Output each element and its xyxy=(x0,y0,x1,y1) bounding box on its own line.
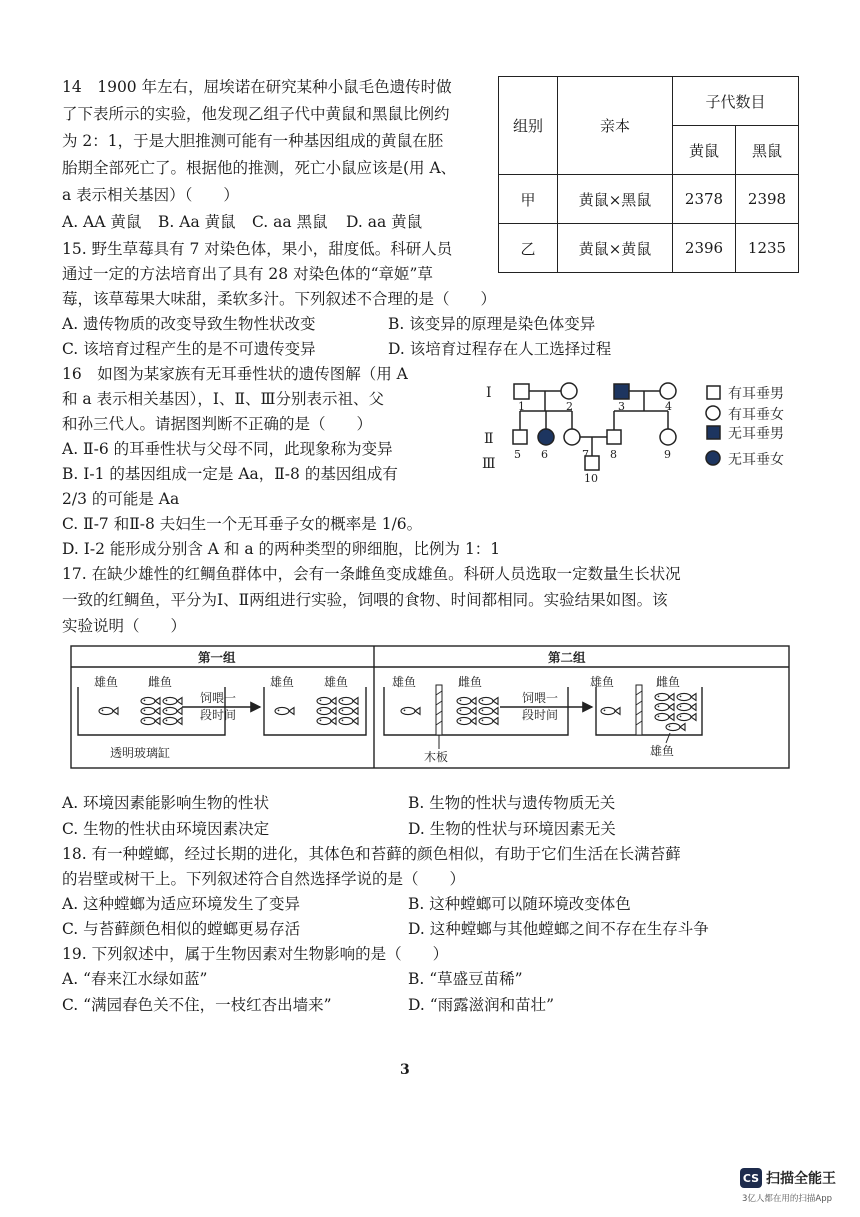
table-cell-group: 乙 xyxy=(499,224,558,273)
figure-label-female: 雌鱼 xyxy=(656,675,681,689)
legend-label: 无耳垂男 xyxy=(728,426,784,442)
legend-label: 有耳垂男 xyxy=(728,386,784,402)
q15-option-d: D. 该培育过程存在人工选择过程 xyxy=(388,340,612,358)
pedigree-individual-7 xyxy=(564,429,580,445)
fish-icon xyxy=(163,697,182,704)
figure-feed-label: 饲喂一 xyxy=(522,691,559,705)
q15-line: 莓，该草莓果大味甜，柔软多汁。下列叙述不合理的是（ ） xyxy=(62,290,497,308)
q15-option-b: B. 该变异的原理是染色体变异 xyxy=(388,315,596,333)
individual-number: 8 xyxy=(610,448,617,461)
fish-icon xyxy=(163,707,182,714)
pedigree-individual-6 xyxy=(538,429,554,445)
figure-board-label: 木板 xyxy=(424,750,449,764)
fish-icon xyxy=(401,707,420,714)
q18-line: 18. 有一种螳螂，经过长期的进化，其体色和苔藓的颜色相似，有助于它们生活在长满苔藓 xyxy=(62,845,681,863)
q19-line: 19. 下列叙述中，属于生物因素对生物影响的是（ ） xyxy=(62,945,449,963)
legend-label: 有耳垂女 xyxy=(728,407,784,423)
fish-icon xyxy=(457,707,476,714)
scanner-tagline: 3亿人都在用的扫描App xyxy=(742,1194,833,1204)
fish-icon xyxy=(655,713,674,720)
fish-icon xyxy=(339,707,358,714)
table-header-offspring: 子代数目 xyxy=(673,77,799,126)
fish-icon xyxy=(677,693,696,700)
fish-experiment-figure xyxy=(70,645,790,770)
figure-label-male: 雄鱼 xyxy=(650,744,675,758)
pedigree-diagram xyxy=(478,374,818,486)
pedigree-individual-5 xyxy=(513,430,527,444)
legend-circle-filled-icon xyxy=(706,451,720,465)
fish-icon xyxy=(275,707,294,714)
q17-option-d: D. 生物的性状与环境因素无关 xyxy=(408,820,616,838)
table-header-group: 组别 xyxy=(499,77,558,175)
q15-line: 15. 野生草莓具有 7 对染色体，果小，甜度低。科研人员 xyxy=(62,240,453,258)
fish-icon xyxy=(479,697,498,704)
fish-icon xyxy=(655,693,674,700)
q16-line: 16 如图为某家族有无耳垂性状的遗传图解（用 A xyxy=(62,365,408,383)
fish-icon xyxy=(677,703,696,710)
fish-icon xyxy=(163,717,182,724)
q19-option-c: C. “满园春色关不住，一枝红杏出墙来” xyxy=(62,996,332,1014)
individual-number: 7 xyxy=(582,448,589,461)
figure-group2-title: 第二组 xyxy=(548,650,586,665)
q14-option-b: B. Aa 黄鼠 xyxy=(158,213,236,231)
table-cell-group: 甲 xyxy=(499,175,558,224)
q18-option-a: A. 这种螳螂为适应环境发生了变异 xyxy=(62,895,301,913)
board-icon xyxy=(636,685,642,735)
legend-square-filled-icon xyxy=(707,426,720,439)
q16-line: 和孙三代人。请据图判断不正确的是（ ） xyxy=(62,415,373,433)
q17-option-c: C. 生物的性状由环境因素决定 xyxy=(62,820,270,838)
fish-icon xyxy=(479,717,498,724)
q14-option-a: A. AA 黄鼠 xyxy=(62,213,142,231)
q15-option-a: A. 遗传物质的改变导致生物性状改变 xyxy=(62,315,316,333)
table-cell-parents: 黄鼠×黑鼠 xyxy=(558,175,673,224)
legend-label: 无耳垂女 xyxy=(728,452,784,468)
fish-icon xyxy=(655,703,674,710)
q19-option-d: D. “雨露滋润和苗壮” xyxy=(408,996,555,1014)
pedigree-individual-3 xyxy=(614,384,629,399)
scanner-watermark xyxy=(740,1168,836,1188)
q14-line: 14 1900 年左右，屈埃诺在研究某种小鼠毛色遗传时做 xyxy=(62,78,452,96)
individual-number: 4 xyxy=(665,400,672,413)
q16-option-b: B. Ⅰ-1 的基因组成一定是 Aa，Ⅱ-8 的基因组成有 xyxy=(62,465,398,483)
table-header-black: 黑鼠 xyxy=(736,126,799,175)
q14-line: a 表示相关基因）（ ） xyxy=(62,186,239,204)
q18-option-c: C. 与苔藓颜色相似的螳螂更易存活 xyxy=(62,920,301,938)
page-number: 3 xyxy=(400,1062,410,1078)
individual-number: 1 xyxy=(518,400,525,413)
pedigree-individual-8 xyxy=(607,430,621,444)
figure-label-male: 雄鱼 xyxy=(94,675,119,689)
figure-label-male: 雄鱼 xyxy=(392,675,417,689)
fish-icon xyxy=(317,707,336,714)
q17-line: 实验说明（ ） xyxy=(62,617,187,635)
fish-icon xyxy=(317,717,336,724)
figure-label-male: 雄鱼 xyxy=(590,675,615,689)
fish-icon xyxy=(339,697,358,704)
individual-number: 5 xyxy=(514,448,521,461)
q18-line: 的岩壁或树干上。下列叙述符合自然选择学说的是（ ） xyxy=(62,870,466,888)
figure-label-female: 雌鱼 xyxy=(148,675,173,689)
individual-number: 10 xyxy=(584,472,598,485)
q16-option-a: A. Ⅱ-6 的耳垂性状与父母不同，此现象称为变异 xyxy=(62,440,393,458)
q16-option-c: C. Ⅱ-7 和Ⅱ-8 夫妇生一个无耳垂子女的概率是 1/6。 xyxy=(62,515,423,533)
q16-line: 和 a 表示相关基因），Ⅰ、Ⅱ、Ⅲ分别表示祖、父 xyxy=(62,390,384,408)
pedigree-individual-4 xyxy=(660,383,676,399)
fish-icon xyxy=(141,717,160,724)
legend-square-open-icon xyxy=(707,386,720,399)
individual-number: 6 xyxy=(541,448,548,461)
figure-tank-label: 透明玻璃缸 xyxy=(110,746,171,760)
table-cell-black: 2398 xyxy=(736,175,799,224)
figure-label-male: 雄鱼 xyxy=(324,675,349,689)
q15-option-c: C. 该培育过程产生的是不可遗传变异 xyxy=(62,340,316,358)
fish-icon xyxy=(99,707,118,714)
individual-number: 3 xyxy=(618,400,625,413)
figure-feed-label: 饲喂一 xyxy=(200,691,237,705)
individual-number: 2 xyxy=(566,400,573,413)
table-header-parents: 亲本 xyxy=(558,77,673,175)
q15-line: 通过一定的方法培育出了具有 28 对染色体的“章姬”草 xyxy=(62,265,433,283)
q14-option-d: D. aa 黄鼠 xyxy=(346,213,423,231)
q14-line: 胎期全部死亡了。根据他的推测，死亡小鼠应该是(用 A、 xyxy=(62,159,457,177)
scanner-logo-icon: CS xyxy=(740,1168,762,1188)
figure-group1-title: 第一组 xyxy=(198,650,236,665)
q19-option-b: B. “草盛豆苗稀” xyxy=(408,970,523,988)
table-row xyxy=(499,175,799,224)
q16-option-b-cont: 2/3 的可能是 Aa xyxy=(62,490,180,508)
table-header-yellow: 黄鼠 xyxy=(673,126,736,175)
q17-line: 17. 在缺少雄性的红鲷鱼群体中，会有一条雌鱼变成雄鱼。科研人员选取一定数量生长状况 xyxy=(62,565,681,583)
fish-icon xyxy=(601,707,620,714)
fish-icon xyxy=(339,717,358,724)
q17-option-b: B. 生物的性状与遗传物质无关 xyxy=(408,794,616,812)
table-cell-black: 1235 xyxy=(736,224,799,273)
pedigree-individual-2 xyxy=(561,383,577,399)
figure-label-female: 雌鱼 xyxy=(458,675,483,689)
individual-number: 9 xyxy=(664,448,671,461)
q14-option-c: C. aa 黑鼠 xyxy=(252,213,328,231)
scanner-name: 扫描全能王 xyxy=(766,1171,836,1187)
generation-label: Ⅲ xyxy=(482,456,496,472)
table-row xyxy=(499,224,799,273)
fish-icon xyxy=(479,707,498,714)
q14-line: 了下表所示的实验，他发现乙组子代中黄鼠和黑鼠比例约 xyxy=(62,105,450,123)
table-cell-yellow: 2378 xyxy=(673,175,736,224)
q19-option-a: A. “春来江水绿如蓝” xyxy=(62,970,208,988)
table-cell-parents: 黄鼠×黄鼠 xyxy=(558,224,673,273)
q14-line: 为 2：1，于是大胆推测可能有一种基因组成的黄鼠在胚 xyxy=(62,132,444,150)
board-icon xyxy=(436,685,442,735)
fish-icon xyxy=(457,697,476,704)
figure-feed-label: 段时间 xyxy=(522,708,559,722)
fish-icon xyxy=(677,713,696,720)
genetics-table xyxy=(498,76,799,273)
figure-label-male: 雄鱼 xyxy=(270,675,295,689)
figure-feed-label: 段时间 xyxy=(200,708,237,722)
legend-circle-open-icon xyxy=(706,406,720,420)
fish-icon xyxy=(457,717,476,724)
table-cell-yellow: 2396 xyxy=(673,224,736,273)
fish-icon xyxy=(141,707,160,714)
q18-option-d: D. 这种螳螂与其他螳螂之间不存在生存斗争 xyxy=(408,920,709,938)
fish-icon xyxy=(141,697,160,704)
fish-icon xyxy=(666,723,685,730)
fish-icon xyxy=(317,697,336,704)
q17-option-a: A. 环境因素能影响生物的性状 xyxy=(62,794,270,812)
generation-label: Ⅱ xyxy=(484,431,494,447)
pedigree-individual-1 xyxy=(514,384,529,399)
q17-line: 一致的红鲷鱼，平分为Ⅰ、Ⅱ两组进行实验，饲喂的食物、时间都相同。实验结果如图。该 xyxy=(62,591,668,609)
pedigree-individual-9 xyxy=(660,429,676,445)
q18-option-b: B. 这种螳螂可以随环境改变体色 xyxy=(408,895,631,913)
q16-option-d: D. Ⅰ-2 能形成分别含 A 和 a 的两种类型的卵细胞，比例为 1：1 xyxy=(62,540,501,558)
generation-label: Ⅰ xyxy=(486,385,492,401)
